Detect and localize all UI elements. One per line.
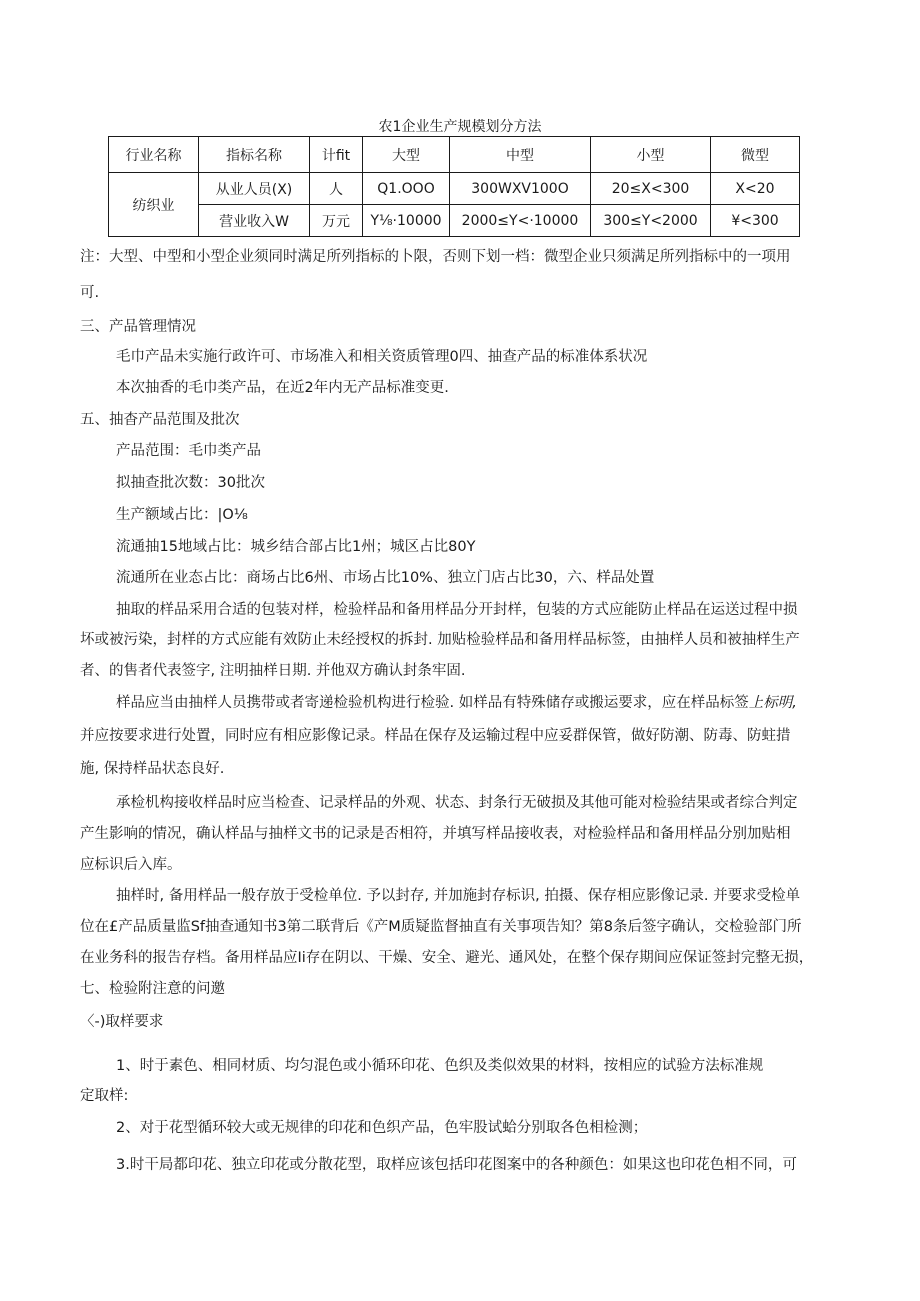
- paragraph-line: 抽样时, 备用样品一般存放于受检单位. 予以封存, 并加施封存标识, 拍摄、保存相应影像记录. 并要求受检单: [116, 888, 801, 904]
- medium-cell: 2000≤Y<·10000: [450, 205, 591, 237]
- header-medium: 中型: [450, 137, 591, 173]
- subsection-heading: 〈-)取样要求: [80, 1014, 164, 1030]
- paragraph-line: 流通抽15地域占比：城乡结合部占比1州；城区占比80Y: [116, 539, 476, 555]
- paragraph-line: 本次抽香的毛巾类产品，在近2年内无产品标准变更.: [116, 380, 449, 396]
- paragraph-line: 者、的售者代表签字, 注明抽样日期. 并他双方确认封条牢固.: [80, 663, 466, 679]
- section-heading: 五、抽杳产品范围及批次: [80, 412, 240, 428]
- header-micro: 微型: [711, 137, 800, 173]
- indicator-cell: 从业人员(X): [199, 173, 310, 205]
- note-line: 可.: [80, 285, 100, 301]
- paragraph-line: 生产额域占比：|O⅛: [116, 507, 248, 523]
- small-cell: 300≤Y<2000: [591, 205, 711, 237]
- header-indicator: 指标名称: [199, 137, 310, 173]
- micro-cell: ¥<300: [711, 205, 800, 237]
- paragraph-line: 承检机构接收样品时应当检查、记录样品的外观、状态、封条行无破损及其他可能对检验结果或者综合判定: [116, 795, 798, 811]
- paragraph-line: [116, 693, 797, 713]
- paragraph-line: 1、时于素色、相同材质、均匀混色或小循环印花、色织及类似效果的材料，按相应的试验方法标准规: [116, 1058, 764, 1074]
- unit-cell: 万元: [310, 205, 363, 237]
- industry-cell: 纺织业: [109, 173, 199, 237]
- paragraph-line: 3.时干局都印花、独立印花或分散花型，取样应该包括印花图案中的各种颜色：如果这也印花色相不同，可: [116, 1157, 797, 1173]
- enterprise-scale-table: [108, 136, 800, 237]
- header-large: 大型: [363, 137, 450, 173]
- paragraph-line: 应标识后入库。: [80, 857, 182, 873]
- italic-text: 上标明,: [748, 695, 797, 711]
- indicator-cell: 营业收入W: [199, 205, 310, 237]
- paragraph-line: 坏或被污染，封样的方式应能有效防止未经授权的拆封. 加贴检验样品和备用样品标签，由抽样人员和被抽样生产: [80, 632, 800, 648]
- paragraph-line: 2、对于花型循环较大或无规律的印花和色织产品，色牢股试蛤分别取各色相检测；: [116, 1120, 648, 1136]
- paragraph-line: 抽取的样品采用合适的包装对样，检验样品和备用样品分开封样，包装的方式应能防止样品在运送过程中损: [116, 602, 798, 618]
- medium-cell: 300WXV100O: [450, 173, 591, 205]
- large-cell: Y⅛·10000: [363, 205, 450, 237]
- paragraph-line: 并应按要求进行处置，同时应有相应影像记录。样品在保存及运输过程中应妥群保管，做好防潮、防毒、防蛀措: [80, 728, 791, 744]
- paragraph-line: 拟抽查批次数：30批次: [116, 475, 265, 491]
- table-row: [109, 173, 800, 205]
- paragraph-text: 样品应当由抽样人员携带或者寄递检验机构进行检验. 如样品有特殊储存或搬运要求，应在样品标签: [116, 695, 749, 711]
- paragraph-line: 位在£产品质量监Sf抽查通知书3第二联背后《产M质疑监督抽直有关事项告知？第8条后签字确认，交检验部门所: [80, 919, 802, 935]
- table-header-row: [109, 137, 800, 173]
- header-small: 小型: [591, 137, 711, 173]
- paragraph-line: 定取样:: [80, 1088, 129, 1104]
- table-row: [109, 205, 800, 237]
- large-cell: Q1.OOO: [363, 173, 450, 205]
- paragraph-line: 产生影响的情况，确认样品与抽样文书的记录是否相符，并填写样品接收表，对检验样品和备用样品分别加贴相: [80, 826, 791, 842]
- paragraph-line: 毛巾产品未实施行政许可、市场准入和相关资质管理0四、抽查产品的标准体系状况: [116, 349, 648, 365]
- header-industry: 行业名称: [109, 137, 199, 173]
- section-heading: 七、检验附注意的问邀: [80, 981, 225, 997]
- paragraph-line: 在业务科的报告存档。备用样品应Ii存在阴以、干燥、安全、避光、通风处，在整个保存期间应保证签封完整无损，: [80, 950, 814, 966]
- note-line: 注：大型、中型和小型企业须同时满足所列指标的卜限，否则下划一档：微型企业只须满足所列指标中的一项用: [80, 249, 791, 265]
- unit-cell: 人: [310, 173, 363, 205]
- header-unit: 计fit: [310, 137, 363, 173]
- table-caption: 农1企业生产规模划分方法: [378, 119, 542, 135]
- paragraph-line: 施, 保持样品状态良好.: [80, 761, 225, 777]
- micro-cell: X<20: [711, 173, 800, 205]
- small-cell: 20≤X<300: [591, 173, 711, 205]
- section-heading: 三、产品管理情况: [80, 319, 196, 335]
- paragraph-line: 流通所在业态占比：商场占比6州、市场占比10%、独立门店占比30，六、样品处置: [116, 570, 655, 586]
- paragraph-line: 产品范围：毛巾类产品: [116, 443, 261, 459]
